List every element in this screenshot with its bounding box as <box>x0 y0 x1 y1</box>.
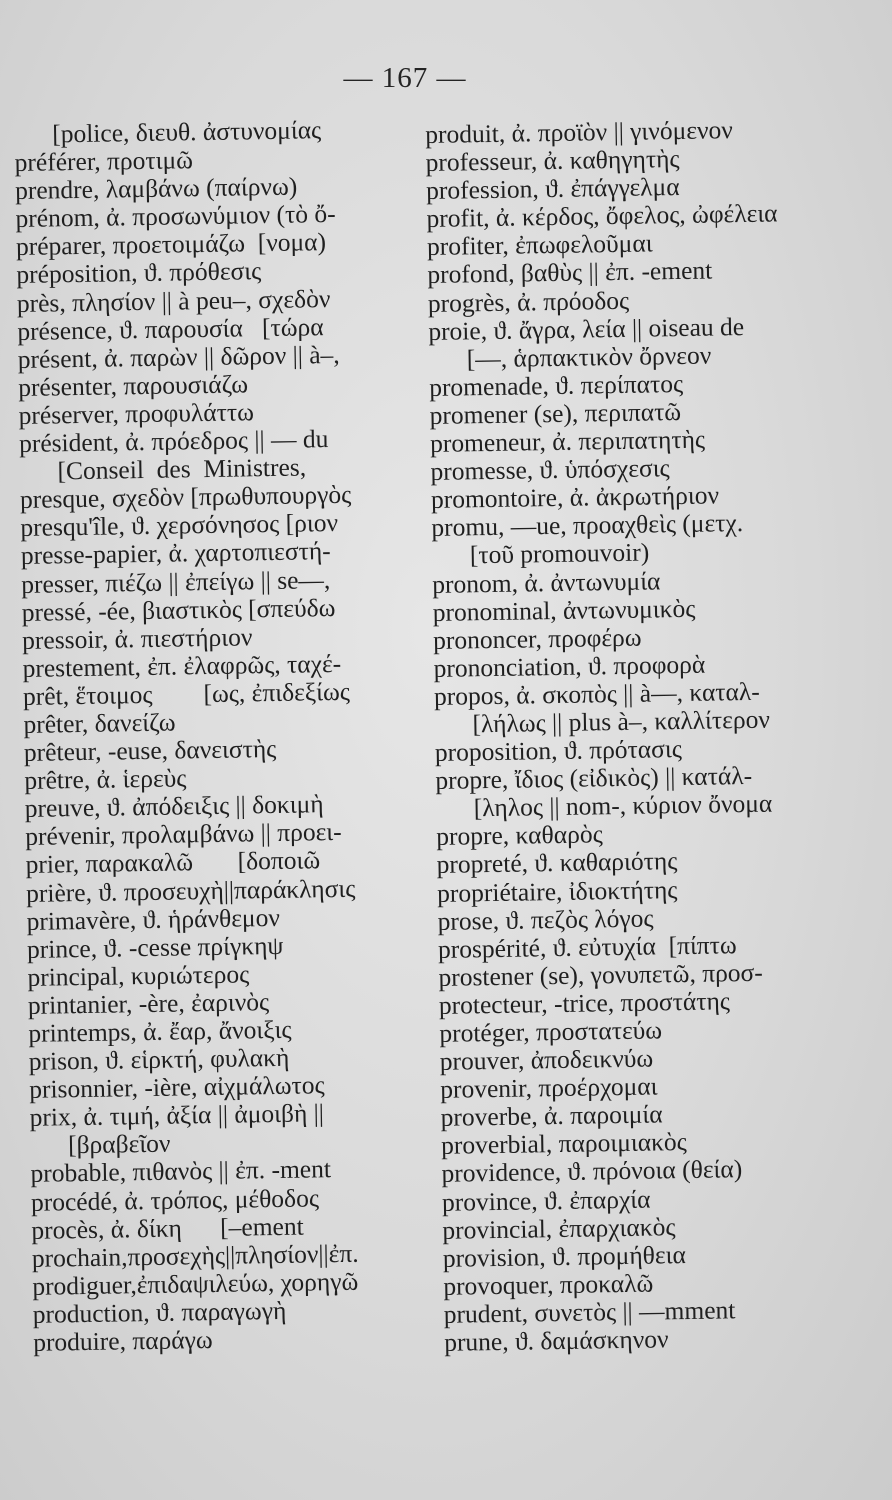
dictionary-entry: prince, ϑ. -cesse πρίγκηψ <box>26 930 284 964</box>
dictionary-entry: presque, σχεδὸν [πρωθυπουργὸς <box>19 479 352 515</box>
dictionary-entry: pronom, ἀ. ἀντωνυμία <box>432 565 661 599</box>
dictionary-entry: pronominal, ἀντωνυμικὸς <box>432 593 696 627</box>
page-number: — 167 — <box>343 62 467 94</box>
dictionary-entry: pressé, -ée, βιαστικὸς [σπεύδω <box>21 592 336 627</box>
dictionary-entry: prévenir, προλαμβάνω || προει- <box>25 817 342 852</box>
dictionary-entry: profession, ϑ. ἐπάγγελμα <box>425 172 680 206</box>
dictionary-entry: printemps, ἀ. ἔαρ, ἄνοιξις <box>28 1014 292 1048</box>
entry-continuation: [βραβεῖον <box>67 1129 171 1160</box>
entry-continuation: [—, ἁρπακτικὸν ὄρνεον <box>466 340 712 374</box>
dictionary-entry: préserver, προφυλάττω <box>18 397 255 430</box>
dictionary-entry: prochain,προσεχὴς||πλησίον||ἐπ. <box>31 1238 359 1273</box>
dictionary-entry: prison, ϑ. εἱρκτή, φυλακὴ <box>28 1042 290 1076</box>
dictionary-entry: prier, παρακαλῶ [δοποιῶ <box>25 845 321 880</box>
dictionary-entry: provincial, ἐπαρχιακὸς <box>442 1211 676 1245</box>
dictionary-entry: progrès, ἀ. πρόοδος <box>427 285 630 318</box>
dictionary-entry: propre, καθαρὸς <box>436 819 603 852</box>
dictionary-entry: promesse, ϑ. ὑπόσχεσις <box>430 453 670 487</box>
dictionary-entry: profiter, ἐπωφελοῦμαι <box>426 228 653 262</box>
dictionary-entry: providence, ϑ. πρόνοια (θεία) <box>441 1154 743 1189</box>
dictionary-entry: provision, ϑ. προμήθεια <box>442 1239 687 1273</box>
dictionary-entry: préposition, ϑ. πρόθεσις <box>16 256 262 290</box>
dictionary-entry: produit, ἀ. προϊὸν || γινόμενον <box>424 115 733 149</box>
dictionary-entry: provenir, προέρχομαι <box>439 1071 658 1105</box>
dictionary-entry: prix, ἀ. τιμή, ἀξία || ἀμοιβὴ || <box>29 1098 325 1133</box>
dictionary-entry: promener (se), περιπατῶ <box>429 396 682 430</box>
dictionary-entry: procès, ἀ. δίκη [–ement <box>31 1211 304 1245</box>
dictionary-entry: printanier, -ère, ἐαρινὸς <box>27 987 270 1020</box>
dictionary-entry: produire, παράγω <box>32 1325 213 1357</box>
dictionary-entry: présenter, παρουσιάζω <box>17 369 249 402</box>
dictionary-entry: protéger, προστατεύω <box>439 1015 663 1048</box>
dictionary-entry: production, ϑ. παραγωγὴ <box>32 1295 287 1329</box>
left-column <box>14 115 431 1357</box>
dictionary-entry: protecteur, -trice, προστάτης <box>438 986 731 1020</box>
dictionary-entry: proverbe, ἀ. παροιμία <box>440 1099 663 1133</box>
dictionary-entry: promeneur, ἀ. περιπατητὴς <box>429 424 706 458</box>
entry-continuation: [Conseil des Ministres, <box>57 452 307 486</box>
dictionary-entry: préparer, προετοιμάζω [νομα) <box>15 227 327 262</box>
entry-continuation: [λήλως || plus à–, καλλίτερον <box>472 704 771 739</box>
dictionary-entry: prouver, ἀποδεικνύω <box>439 1043 654 1076</box>
dictionary-entry: preuve, ϑ. ἀπόδειξις || δοκιμὴ <box>24 789 324 824</box>
dictionary-entry: proverbial, παροιμιακὸς <box>440 1127 687 1161</box>
dictionary-entry: procédé, ἀ. τρόπος, μέθοδος <box>30 1182 320 1217</box>
dictionary-entry: promontoire, ἀ. ἀκρωτήριον <box>430 480 720 515</box>
right-column <box>425 115 844 1357</box>
dictionary-entry: prestement, ἐπ. ἐλαφρῶς, ταχέ- <box>22 648 342 683</box>
dictionary-entry: principal, κυριώτερος <box>27 959 250 992</box>
dictionary-entry: prénom, ἀ. προσωνύμιον (τὸ ὄ- <box>15 199 336 234</box>
dictionary-entry: profond, βαθὺς || ἐπ. -ement <box>427 255 713 290</box>
dictionary-entry: prêtre, ἀ. ἱερεὺς <box>24 763 187 796</box>
dictionary-entry: prose, ϑ. πεζὸς λόγος <box>437 903 654 936</box>
dictionary-entry: près, πλησίον || à peu–, σχεδὸν <box>16 283 331 318</box>
dictionary-entry: prostener (se), γονυπετῶ, προσ- <box>438 957 763 992</box>
dictionary-entry: prudent, συνετὸς || —mment <box>443 1295 736 1329</box>
dictionary-entry: propre, ἴδιος (εἰδικὸς) || κατάλ- <box>435 761 753 796</box>
dictionary-entry: prospérité, ϑ. εὐτυχία [πίπτω <box>437 929 737 964</box>
entry-continuation: [police, διευθ. ἀστυνομίας <box>51 115 322 149</box>
entry-continuation: [ληλος || nom-, κύριον ὄνομα <box>473 788 773 823</box>
dictionary-entry: présent, ἀ. παρὼν || δῶρον || à–, <box>17 339 340 374</box>
dictionary-entry: promu, —ue, προαχθεὶς (μετχ. <box>431 508 744 543</box>
dictionary-entry: prune, ϑ. δαμάσκηνον <box>443 1324 669 1357</box>
dictionary-entry: président, ἀ. πρόεδρος || — du <box>18 424 329 458</box>
dictionary-entry: prisonnier, -ière, αἰχμάλωτος <box>28 1070 325 1105</box>
dictionary-entry: province, ϑ. ἐπαρχία <box>441 1184 651 1217</box>
dictionary-entry: proposition, ϑ. πρότασις <box>434 734 683 767</box>
dictionary-entry: prononcer, προφέρω <box>432 622 642 655</box>
dictionary-entry: propos, ἀ. σκοπὸς || à—, καταλ- <box>433 676 760 711</box>
dictionary-entry: presser, πιέζω || ἐπείγω || se—, <box>21 564 331 599</box>
dictionary-entry: prendre, λαμβάνω (παίρνω) <box>14 171 298 206</box>
dictionary-entry: propriétaire, ἰδιοκτήτης <box>436 874 678 908</box>
dictionary-entry: prodiguer,ἐπιδαψιλεύω, χορηγῶ <box>32 1266 359 1301</box>
dictionary-entry: prêter, δανείζω <box>23 707 176 739</box>
dictionary-entry: présence, ϑ. παρουσία [τώρα <box>17 311 324 346</box>
dictionary-entry: presse-papier, ἀ. χαρτοπιεστή- <box>20 536 331 571</box>
dictionary-entry: pressoir, ἀ. πιεστήριον <box>21 622 253 655</box>
dictionary-entry: probable, πιθανὸς || ἐπ. -ment <box>30 1154 332 1189</box>
dictionary-entry: professeur, ἀ. καθηγητὴς <box>425 144 680 178</box>
dictionary-entry: prêt, ἕτοιμος [ως, ἐπιδεξίως <box>22 676 351 711</box>
dictionary-entry: prononciation, ϑ. προφορὰ <box>433 649 706 683</box>
dictionary-entry: presqu'île, ϑ. χερσόνησος [ριον <box>20 508 339 543</box>
entry-continuation: [τοῦ promouvoir) <box>469 537 650 570</box>
dictionary-entry: promenade, ϑ. περίπατος <box>428 368 684 402</box>
dictionary-entry: proie, ϑ. ἄγρα, λεία || oiseau de <box>428 311 745 346</box>
dictionary-entry: propreté, ϑ. καθαριότης <box>436 846 678 880</box>
dictionary-entry: provoquer, προκαλῶ <box>443 1268 654 1301</box>
dictionary-entry: prêteur, -euse, δανειστὴς <box>23 734 277 767</box>
dictionary-entry: primavère, ϑ. ἡράνθεμον <box>26 902 281 936</box>
dictionary-entry: profit, ἀ. κέρδος, ὄφελος, ὠφέλεια <box>426 198 778 234</box>
dictionary-entry: préférer, προτιμῶ <box>14 145 194 178</box>
dictionary-entry: prière, ϑ. προσευχὴ||παράκλησις <box>25 873 356 908</box>
